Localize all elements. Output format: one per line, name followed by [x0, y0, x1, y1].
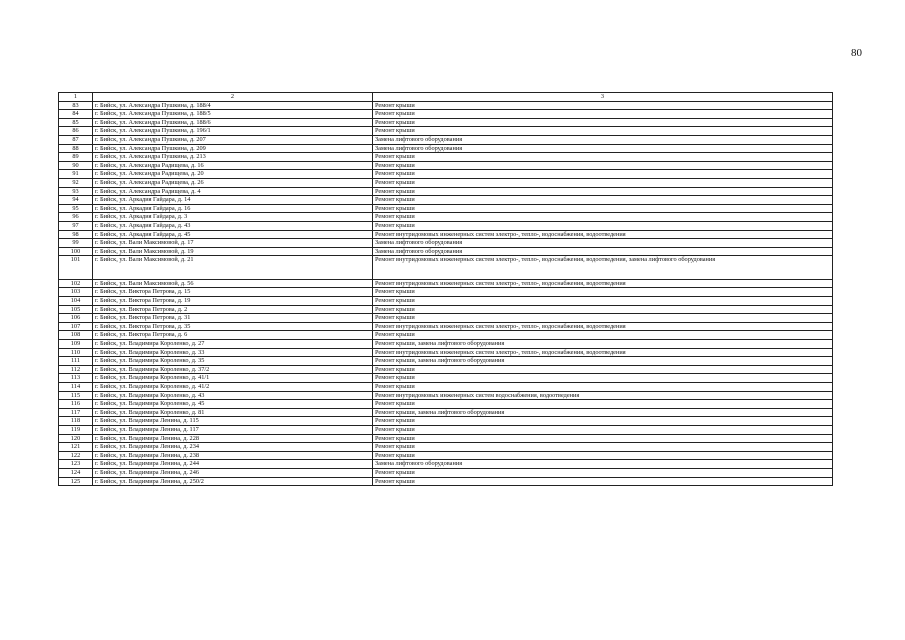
table-row: [59, 101, 833, 110]
work-type-cell: Ремонт крыши: [373, 383, 833, 392]
address-cell: г. Бийск, ул. Александра Радищева, д. 16: [93, 161, 373, 170]
table-row: [59, 170, 833, 179]
table-row: [59, 331, 833, 340]
address-cell: г. Бийск, ул. Александра Радищева, д. 4: [93, 187, 373, 196]
address-cell: г. Бийск, ул. Александра Пушкина, д. 207: [93, 135, 373, 144]
address-cell: г. Бийск, ул. Аркадия Гайдара, д. 16: [93, 204, 373, 213]
row-number-cell: 109: [59, 340, 93, 349]
table-row: [59, 348, 833, 357]
row-number-cell: 119: [59, 425, 93, 434]
work-type-cell: Ремонт крыши: [373, 187, 833, 196]
address-cell: г. Бийск, ул. Владимира Короленко, д. 35: [93, 357, 373, 366]
table-row: [59, 477, 833, 486]
work-type-cell: Замена лифтового оборудования: [373, 247, 833, 256]
work-type-cell: Ремонт крыши, замена лифтового оборудования: [373, 340, 833, 349]
table-row: [59, 110, 833, 119]
table-row: [59, 297, 833, 306]
work-type-cell: Ремонт внутридомовых инженерных систем электро-, тепло-, водоснабжения, водоотведения: [373, 348, 833, 357]
table-row: [59, 196, 833, 205]
row-number-cell: 125: [59, 477, 93, 486]
row-number-cell: 121: [59, 443, 93, 452]
address-cell: г. Бийск, ул. Вали Максимовой, д. 19: [93, 247, 373, 256]
work-type-cell: Ремонт крыши: [373, 365, 833, 374]
address-cell: г. Бийск, ул. Владимира Ленина, д. 115: [93, 417, 373, 426]
table-row: [59, 305, 833, 314]
row-number-cell: 115: [59, 391, 93, 400]
row-number-cell: 96: [59, 213, 93, 222]
address-cell: г. Бийск, ул. Владимира Ленина, д. 228: [93, 434, 373, 443]
address-cell: г. Бийск, ул. Аркадия Гайдара, д. 3: [93, 213, 373, 222]
row-number-cell: 106: [59, 314, 93, 323]
address-cell: г. Бийск, ул. Владимира Короленко, д. 41/2: [93, 383, 373, 392]
address-cell: г. Бийск, ул. Аркадия Гайдара, д. 43: [93, 221, 373, 230]
row-number-cell: 116: [59, 400, 93, 409]
address-cell: г. Бийск, ул. Александра Пушкина, д. 213: [93, 153, 373, 162]
row-number-cell: 90: [59, 161, 93, 170]
address-cell: г. Бийск, ул. Владимира Короленко, д. 45: [93, 400, 373, 409]
work-type-cell: Ремонт крыши, замена лифтового оборудования: [373, 408, 833, 417]
row-number-cell: 102: [59, 279, 93, 288]
table-row: [59, 178, 833, 187]
table-row: [59, 365, 833, 374]
header-cell-3: 3: [373, 93, 833, 102]
work-type-cell: Замена лифтового оборудования: [373, 460, 833, 469]
table-row: [59, 357, 833, 366]
address-cell: г. Бийск, ул. Александра Пушкина, д. 196/1: [93, 127, 373, 136]
work-type-cell: Замена лифтового оборудования: [373, 144, 833, 153]
table-row: [59, 460, 833, 469]
row-number-cell: 118: [59, 417, 93, 426]
work-type-cell: Ремонт крыши: [373, 468, 833, 477]
work-type-cell: Замена лифтового оборудования: [373, 135, 833, 144]
row-number-cell: 89: [59, 153, 93, 162]
work-type-cell: Ремонт крыши: [373, 374, 833, 383]
work-type-cell: Ремонт крыши, замена лифтового оборудования: [373, 357, 833, 366]
row-number-cell: 123: [59, 460, 93, 469]
row-number-cell: 85: [59, 118, 93, 127]
work-type-cell: Ремонт внутридомовых инженерных систем электро-, тепло-, водоснабжения, водоотведения: [373, 230, 833, 239]
row-number-cell: 99: [59, 239, 93, 248]
address-cell: г. Бийск, ул. Виктора Петрова, д. 31: [93, 314, 373, 323]
row-number-cell: 122: [59, 451, 93, 460]
row-number-cell: 108: [59, 331, 93, 340]
work-type-cell: Ремонт крыши: [373, 118, 833, 127]
table-row: [59, 161, 833, 170]
row-number-cell: 93: [59, 187, 93, 196]
row-number-cell: 92: [59, 178, 93, 187]
row-number-cell: 114: [59, 383, 93, 392]
address-cell: г. Бийск, ул. Владимира Ленина, д. 117: [93, 425, 373, 434]
work-type-cell: Ремонт крыши: [373, 425, 833, 434]
row-number-cell: 97: [59, 221, 93, 230]
table-row: [59, 391, 833, 400]
address-cell: г. Бийск, ул. Аркадия Гайдара, д. 45: [93, 230, 373, 239]
address-cell: г. Бийск, ул. Владимира Ленина, д. 246: [93, 468, 373, 477]
row-number-cell: 111: [59, 357, 93, 366]
table-row: [59, 400, 833, 409]
row-number-cell: 86: [59, 127, 93, 136]
address-cell: г. Бийск, ул. Александра Пушкина, д. 188/5: [93, 110, 373, 119]
row-number-cell: 107: [59, 322, 93, 331]
address-cell: г. Бийск, ул. Александра Радищева, д. 26: [93, 178, 373, 187]
row-number-cell: 94: [59, 196, 93, 205]
row-number-cell: 120: [59, 434, 93, 443]
row-number-cell: 100: [59, 247, 93, 256]
table-row: [59, 340, 833, 349]
row-number-cell: 103: [59, 288, 93, 297]
table-row: [59, 153, 833, 162]
work-type-cell: Ремонт крыши: [373, 451, 833, 460]
address-cell: г. Бийск, ул. Виктора Петрова, д. 35: [93, 322, 373, 331]
row-number-cell: 104: [59, 297, 93, 306]
work-type-cell: Ремонт крыши: [373, 153, 833, 162]
address-cell: г. Бийск, ул. Владимира Короленко, д. 37/2: [93, 365, 373, 374]
work-type-cell: Ремонт крыши: [373, 331, 833, 340]
address-cell: г. Бийск, ул. Александра Радищева, д. 20: [93, 170, 373, 179]
address-cell: г. Бийск, ул. Вали Максимовой, д. 17: [93, 239, 373, 248]
address-cell: г. Бийск, ул. Виктора Петрова, д. 2: [93, 305, 373, 314]
row-number-cell: 117: [59, 408, 93, 417]
address-cell: г. Бийск, ул. Владимира Короленко, д. 27: [93, 340, 373, 349]
address-cell: г. Бийск, ул. Аркадия Гайдара, д. 14: [93, 196, 373, 205]
table-row: [59, 144, 833, 153]
table-row: [59, 451, 833, 460]
table-row: [59, 322, 833, 331]
row-number-cell: 95: [59, 204, 93, 213]
table-row: [59, 468, 833, 477]
work-type-cell: Ремонт крыши: [373, 204, 833, 213]
work-type-cell: Ремонт крыши: [373, 297, 833, 306]
address-cell: г. Бийск, ул. Владимира Короленко, д. 33: [93, 348, 373, 357]
work-type-cell: Ремонт крыши: [373, 178, 833, 187]
address-cell: г. Бийск, ул. Владимира Короленко, д. 43: [93, 391, 373, 400]
work-type-cell: Ремонт крыши: [373, 314, 833, 323]
work-type-cell: Ремонт крыши: [373, 101, 833, 110]
table-row: [59, 314, 833, 323]
row-number-cell: 124: [59, 468, 93, 477]
row-number-cell: 87: [59, 135, 93, 144]
work-type-cell: Ремонт крыши: [373, 213, 833, 222]
table-row: [59, 279, 833, 288]
row-number-cell: 83: [59, 101, 93, 110]
address-cell: г. Бийск, ул. Владимира Короленко, д. 81: [93, 408, 373, 417]
table-row: [59, 374, 833, 383]
work-type-cell: Ремонт внутридомовых инженерных систем электро-, тепло-, водоснабжения, водоотведения, замена лифтового оборудования: [373, 256, 833, 280]
row-number-cell: 113: [59, 374, 93, 383]
work-type-cell: Ремонт крыши: [373, 417, 833, 426]
table-row: [59, 239, 833, 248]
row-number-cell: 112: [59, 365, 93, 374]
table-row: [59, 204, 833, 213]
table-row: [59, 434, 833, 443]
address-cell: г. Бийск, ул. Владимира Ленина, д. 250/2: [93, 477, 373, 486]
work-type-cell: Ремонт крыши: [373, 400, 833, 409]
address-cell: г. Бийск, ул. Владимира Ленина, д. 244: [93, 460, 373, 469]
page-number: 80: [851, 47, 862, 59]
row-number-cell: 105: [59, 305, 93, 314]
table-row: [59, 288, 833, 297]
row-number-cell: 98: [59, 230, 93, 239]
work-type-cell: Ремонт внутридомовых инженерных систем водоснабжения, водоотведения: [373, 391, 833, 400]
table-row: [59, 135, 833, 144]
work-type-cell: Ремонт внутридомовых инженерных систем электро-, тепло-, водоснабжения, водоотведения: [373, 322, 833, 331]
table-row: [59, 425, 833, 434]
header-cell-2: 2: [93, 93, 373, 102]
works-table: [58, 92, 833, 486]
address-cell: г. Бийск, ул. Виктора Петрова, д. 19: [93, 297, 373, 306]
work-type-cell: Ремонт крыши: [373, 434, 833, 443]
table-row: [59, 187, 833, 196]
work-type-cell: Ремонт крыши: [373, 127, 833, 136]
table-row: [59, 247, 833, 256]
address-cell: г. Бийск, ул. Александра Пушкина, д. 188/6: [93, 118, 373, 127]
work-type-cell: Ремонт крыши: [373, 443, 833, 452]
address-cell: г. Бийск, ул. Владимира Ленина, д. 238: [93, 451, 373, 460]
row-number-cell: 88: [59, 144, 93, 153]
row-number-cell: 101: [59, 256, 93, 280]
row-number-cell: 110: [59, 348, 93, 357]
row-number-cell: 84: [59, 110, 93, 119]
address-cell: г. Бийск, ул. Виктора Петрова, д. 15: [93, 288, 373, 297]
table-row: [59, 417, 833, 426]
table-row: [59, 443, 833, 452]
table-row: [59, 230, 833, 239]
work-type-cell: Ремонт крыши: [373, 288, 833, 297]
address-cell: г. Бийск, ул. Вали Максимовой, д. 56: [93, 279, 373, 288]
table-row: [59, 383, 833, 392]
row-number-cell: 91: [59, 170, 93, 179]
table-row: [59, 127, 833, 136]
table-row: [59, 256, 833, 280]
address-cell: г. Бийск, ул. Владимира Ленина, д. 234: [93, 443, 373, 452]
work-type-cell: Ремонт внутридомовых инженерных систем электро-, тепло-, водоснабжения, водоотведения: [373, 279, 833, 288]
table-row: [59, 221, 833, 230]
address-cell: г. Бийск, ул. Вали Максимовой, д. 21: [93, 256, 373, 280]
header-cell-1: 1: [59, 93, 93, 102]
work-type-cell: Ремонт крыши: [373, 477, 833, 486]
address-cell: г. Бийск, ул. Александра Пушкина, д. 209: [93, 144, 373, 153]
work-type-cell: Ремонт крыши: [373, 221, 833, 230]
table-row: [59, 118, 833, 127]
work-type-cell: Ремонт крыши: [373, 170, 833, 179]
address-cell: г. Бийск, ул. Владимира Короленко, д. 41/1: [93, 374, 373, 383]
work-type-cell: Ремонт крыши: [373, 196, 833, 205]
address-cell: г. Бийск, ул. Александра Пушкина, д. 188/4: [93, 101, 373, 110]
address-cell: г. Бийск, ул. Виктора Петрова, д. 6: [93, 331, 373, 340]
work-type-cell: Ремонт крыши: [373, 110, 833, 119]
work-type-cell: Ремонт крыши: [373, 305, 833, 314]
work-type-cell: Ремонт крыши: [373, 161, 833, 170]
table-row: [59, 213, 833, 222]
table-row: [59, 408, 833, 417]
table-header-row: [59, 93, 833, 102]
work-type-cell: Замена лифтового оборудования: [373, 239, 833, 248]
